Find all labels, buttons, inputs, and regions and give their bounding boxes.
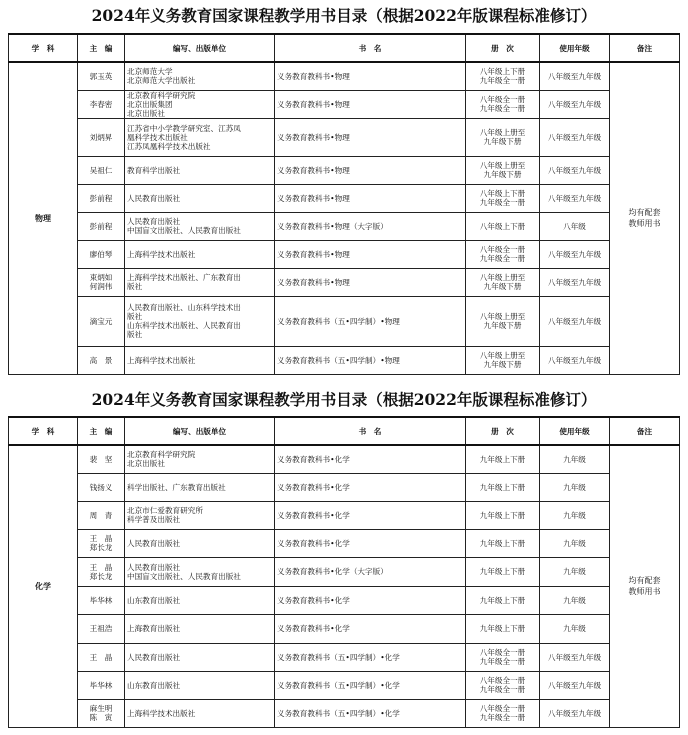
editor-name: 毕华林	[89, 680, 113, 690]
volume-cell	[466, 90, 540, 118]
volume-cell	[466, 156, 540, 184]
editor-cell	[78, 529, 125, 557]
col-header: 使用年级	[540, 417, 610, 445]
chemistry-catalog-table	[8, 416, 680, 728]
publisher-cell	[125, 557, 275, 586]
note-line: 教师用书	[628, 587, 661, 597]
book-title-cell: 义务教育教科书•化学	[275, 586, 466, 614]
publisher-line: 科学出版社、广东教育出版社	[127, 482, 226, 492]
publisher-cell	[125, 501, 275, 529]
publisher-line: 版社	[127, 330, 143, 339]
volume-line: 九年级下册	[483, 137, 522, 146]
grade-cell: 九年级	[540, 445, 610, 473]
publisher-cell	[125, 62, 275, 90]
publisher-cell	[125, 529, 275, 557]
publisher-line: 北京教育科学研究院	[127, 90, 196, 100]
editor-cell	[78, 212, 125, 240]
volume-cell	[466, 184, 540, 212]
grade-cell: 九年级	[540, 529, 610, 557]
publisher-cell	[125, 268, 275, 296]
volume-cell	[466, 445, 540, 473]
volume-cell	[466, 699, 540, 727]
book-title-cell: 义务教育教科书（五•四学制）•化学	[275, 699, 466, 727]
editor-name: 廖伯琴	[89, 249, 113, 259]
publisher-cell	[125, 614, 275, 643]
publisher-line: 人民教育出版社	[127, 217, 181, 226]
volume-line: 八年级全一册	[479, 95, 526, 104]
publisher-line: 人民教育出版社、山东科学技术出	[127, 303, 241, 312]
table-row	[9, 62, 680, 90]
editor-cell	[78, 296, 125, 346]
table-row	[9, 296, 680, 346]
editor-name: 麻生明	[89, 704, 113, 713]
publisher-line: 北京出版社	[127, 459, 165, 469]
publisher-cell	[125, 184, 275, 212]
volume-line: 八年级上册至	[479, 351, 526, 360]
volume-line: 九年级上下册	[479, 482, 526, 492]
publisher-line: 江苏省中小学教学研究室、江苏凤	[127, 123, 241, 133]
volume-cell	[466, 268, 540, 296]
volume-line: 九年级上下册	[479, 454, 526, 464]
publisher-cell	[125, 699, 275, 727]
col-header: 学 科	[9, 34, 78, 62]
table-header	[9, 34, 680, 62]
volume-line: 八年级上下册	[479, 189, 526, 198]
volume-cell	[466, 586, 540, 614]
grade-cell: 八年级至九年级	[540, 90, 610, 118]
volume-line: 九年级下册	[483, 321, 522, 330]
editor-cell	[78, 614, 125, 643]
editor-name: 郑长龙	[89, 571, 113, 581]
editor-name: 高 景	[89, 355, 113, 365]
publisher-line: 上海科学技术出版社	[127, 355, 196, 365]
publisher-line: 人民教育出版社	[127, 652, 181, 662]
publisher-line: 上海教育出版社	[127, 624, 181, 633]
editor-cell	[78, 643, 125, 671]
table-row	[9, 156, 680, 184]
table-row	[9, 501, 680, 529]
publisher-line: 北京师范大学	[127, 67, 173, 77]
grade-cell: 八年级至九年级	[540, 671, 610, 699]
book-title-cell: 义务教育教科书•化学	[275, 614, 466, 643]
table-header	[9, 417, 680, 445]
publisher-cell	[125, 643, 275, 671]
note-line: 均有配套	[628, 208, 661, 218]
book-title-cell: 义务教育教科书（五•四学制）•物理	[275, 296, 466, 346]
volume-line: 九年级下册	[483, 282, 522, 291]
editor-cell	[78, 156, 125, 184]
publisher-line: 上海科学技术出版社、广东教育出	[127, 273, 241, 282]
col-header: 书 名	[275, 417, 466, 445]
volume-line: 九年级全一册	[479, 685, 526, 694]
table-row	[9, 473, 680, 501]
volume-cell	[466, 614, 540, 643]
table-row	[9, 586, 680, 614]
volume-line: 九年级上下册	[479, 595, 526, 605]
editor-cell	[78, 586, 125, 614]
publisher-line: 北京教育科学研究院	[127, 450, 196, 460]
editor-cell	[78, 240, 125, 268]
table-row	[9, 184, 680, 212]
table-row	[9, 529, 680, 557]
editor-cell	[78, 501, 125, 529]
volume-cell	[466, 557, 540, 586]
volume-line: 八年级上下册	[479, 221, 526, 231]
volume-line: 九年级下册	[483, 360, 522, 369]
publisher-cell	[125, 586, 275, 614]
volume-cell	[466, 643, 540, 671]
editor-cell	[78, 699, 125, 727]
volume-line: 九年级上下册	[479, 510, 526, 520]
publisher-line: 凰科学技术出版社	[127, 132, 188, 142]
publisher-cell	[125, 240, 275, 268]
note-cell	[610, 62, 680, 374]
editor-name: 钱扬义	[89, 482, 113, 492]
publisher-line: 版社	[127, 312, 143, 321]
table-row	[9, 118, 680, 156]
volume-line: 九年级上下册	[479, 538, 526, 548]
volume-cell	[466, 671, 540, 699]
table-row	[9, 268, 680, 296]
volume-line: 九年级全一册	[479, 713, 526, 722]
editor-cell	[78, 346, 125, 374]
note-cell	[610, 445, 680, 727]
publisher-line: 人民教育出版社	[127, 538, 181, 548]
editor-name: 王 晶	[89, 562, 113, 572]
publisher-cell	[125, 118, 275, 156]
editor-name: 陈 寅	[89, 713, 113, 722]
volume-line: 八年级全一册	[479, 704, 526, 713]
book-title-cell: 义务教育教科书•物理	[275, 184, 466, 212]
publisher-line: 山东教育出版社	[127, 595, 181, 605]
volume-cell	[466, 473, 540, 501]
publisher-line: 北京市仁爱教育研究所	[127, 506, 203, 515]
publisher-line: 中国盲文出版社、人民教育出版社	[127, 226, 241, 235]
book-title-cell: 义务教育教科书•物理	[275, 268, 466, 296]
book-title-cell: 义务教育教科书•物理	[275, 90, 466, 118]
publisher-line: 科学普及出版社	[127, 515, 181, 524]
publisher-line: 北京出版社	[127, 108, 165, 118]
book-title-cell: 义务教育教科书•物理	[275, 118, 466, 156]
editor-name: 周 青	[89, 510, 113, 520]
grade-cell: 八年级至九年级	[540, 346, 610, 374]
col-header: 主 编	[78, 34, 125, 62]
publisher-line: 上海科学技术出版社	[127, 708, 196, 718]
volume-cell	[466, 296, 540, 346]
grade-cell: 八年级至九年级	[540, 296, 610, 346]
editor-name: 王祖浩	[89, 624, 113, 633]
volume-line: 九年级全一册	[479, 198, 526, 207]
table-row	[9, 671, 680, 699]
col-header: 书 名	[275, 34, 466, 62]
col-header: 备注	[610, 34, 680, 62]
editor-name: 彭前程	[89, 221, 113, 231]
book-title-cell: 义务教育教科书•物理	[275, 156, 466, 184]
publisher-line: 中国盲文出版社、人民教育出版社	[127, 571, 241, 581]
volume-line: 九年级全一册	[479, 76, 526, 86]
note-line: 教师用书	[628, 219, 661, 229]
table-row	[9, 240, 680, 268]
editor-cell	[78, 268, 125, 296]
volume-cell	[466, 501, 540, 529]
table-row	[9, 90, 680, 118]
table-row	[9, 212, 680, 240]
publisher-line: 教育科学出版社	[127, 165, 181, 175]
publisher-cell	[125, 296, 275, 346]
book-title-cell: 义务教育教科书•化学（大字版）	[275, 557, 466, 586]
grade-cell: 八年级至九年级	[540, 184, 610, 212]
volume-cell	[466, 62, 540, 90]
subject-cell: 化学	[9, 445, 78, 727]
editor-cell	[78, 62, 125, 90]
publisher-line: 山东科学技术出版社、人民教育出	[127, 321, 241, 330]
editor-name: 王 晶	[89, 652, 113, 662]
book-title-cell: 义务教育教科书•化学	[275, 529, 466, 557]
editor-name: 王 晶	[89, 534, 113, 543]
note-line: 均有配套	[628, 576, 661, 586]
grade-cell: 八年级至九年级	[540, 268, 610, 296]
page-title: 2024年义务教育国家课程教学用书目录（根据2022年版课程标准修订）	[91, 6, 597, 25]
grade-cell: 八年级至九年级	[540, 62, 610, 90]
publisher-cell	[125, 90, 275, 118]
editor-name: 郑长龙	[89, 543, 113, 552]
publisher-line: 北京师范大学出版社	[127, 76, 196, 86]
col-header: 编写、出版单位	[125, 34, 275, 62]
editor-name: 郭玉英	[89, 71, 113, 81]
volume-line: 九年级全一册	[479, 254, 526, 263]
col-header: 学 科	[9, 417, 78, 445]
editor-name: 何润伟	[89, 282, 113, 291]
publisher-cell	[125, 156, 275, 184]
editor-name: 彭前程	[89, 193, 113, 203]
grade-cell: 九年级	[540, 586, 610, 614]
grade-cell: 八年级至九年级	[540, 240, 610, 268]
editor-cell	[78, 90, 125, 118]
book-title-cell: 义务教育教科书•化学	[275, 445, 466, 473]
col-header: 主 编	[78, 417, 125, 445]
publisher-cell	[125, 445, 275, 473]
editor-name: 束炳如	[89, 273, 113, 282]
editor-cell	[78, 473, 125, 501]
book-title-cell: 义务教育教科书•化学	[275, 501, 466, 529]
grade-cell: 九年级	[540, 473, 610, 501]
subject-cell: 物理	[9, 62, 78, 374]
publisher-line: 山东教育出版社	[127, 680, 181, 690]
publisher-line: 人民教育出版社	[127, 562, 181, 572]
col-header: 册 次	[466, 34, 540, 62]
table-row	[9, 557, 680, 586]
publisher-cell	[125, 473, 275, 501]
table-row	[9, 445, 680, 473]
col-header: 备注	[610, 417, 680, 445]
publisher-line: 人民教育出版社	[127, 193, 181, 203]
publisher-cell	[125, 671, 275, 699]
volume-line: 九年级上下册	[479, 567, 526, 576]
grade-cell: 九年级	[540, 501, 610, 529]
page-title: 2024年义务教育国家课程教学用书目录（根据2022年版课程标准修订）	[91, 390, 597, 409]
table-row	[9, 643, 680, 671]
volume-line: 八年级全一册	[479, 245, 526, 254]
grade-cell: 八年级至九年级	[540, 643, 610, 671]
table-row	[9, 699, 680, 727]
physics-catalog-table	[8, 33, 680, 375]
editor-name: 滴宝元	[89, 316, 113, 326]
grade-cell: 八年级至九年级	[540, 118, 610, 156]
editor-name: 吴祖仁	[89, 165, 113, 175]
table-row	[9, 346, 680, 374]
book-title-cell: 义务教育教科书•物理（大字版）	[275, 212, 466, 240]
publisher-line: 版社	[127, 282, 143, 291]
book-title-cell: 义务教育教科书•物理	[275, 240, 466, 268]
publisher-line: 上海科学技术出版社	[127, 249, 196, 259]
book-title-cell: 义务教育教科书（五•四学制）•化学	[275, 671, 466, 699]
editor-cell	[78, 118, 125, 156]
volume-cell	[466, 240, 540, 268]
editor-name: 毕华林	[89, 595, 113, 605]
volume-line: 九年级下册	[483, 170, 522, 179]
volume-cell	[466, 212, 540, 240]
volume-cell	[466, 118, 540, 156]
volume-line: 八年级上册至	[479, 312, 526, 321]
volume-line: 八年级上册至	[479, 161, 526, 170]
col-header: 使用年级	[540, 34, 610, 62]
book-title-cell: 义务教育教科书（五•四学制）•化学	[275, 643, 466, 671]
volume-line: 八年级全一册	[479, 676, 526, 685]
book-title-cell: 义务教育教科书•物理	[275, 62, 466, 90]
table-row	[9, 614, 680, 643]
editor-cell	[78, 557, 125, 586]
publisher-cell	[125, 346, 275, 374]
editor-name: 李春密	[89, 99, 113, 109]
publisher-line: 江苏凤凰科学技术出版社	[127, 141, 211, 151]
col-header: 编写、出版单位	[125, 417, 275, 445]
volume-line: 八年级全一册	[479, 648, 526, 657]
volume-cell	[466, 346, 540, 374]
volume-line: 九年级全一册	[479, 657, 526, 666]
editor-cell	[78, 445, 125, 473]
publisher-cell	[125, 212, 275, 240]
publisher-line: 北京出版集团	[127, 99, 173, 109]
volume-cell	[466, 529, 540, 557]
grade-cell: 九年级	[540, 557, 610, 586]
grade-cell: 八年级	[540, 212, 610, 240]
editor-cell	[78, 671, 125, 699]
grade-cell: 九年级	[540, 614, 610, 643]
grade-cell: 八年级至九年级	[540, 699, 610, 727]
volume-line: 九年级上下册	[479, 624, 526, 633]
volume-line: 九年级全一册	[479, 104, 526, 113]
editor-cell	[78, 184, 125, 212]
book-title-cell: 义务教育教科书（五•四学制）•物理	[275, 346, 466, 374]
volume-line: 八年级上册至	[479, 128, 526, 137]
grade-cell: 八年级至九年级	[540, 156, 610, 184]
volume-line: 八年级上册至	[479, 273, 526, 282]
volume-line: 八年级上下册	[479, 67, 526, 77]
col-header: 册 次	[466, 417, 540, 445]
book-title-cell: 义务教育教科书•化学	[275, 473, 466, 501]
editor-name: 刘炳昇	[89, 132, 113, 142]
editor-name: 裴 坚	[89, 454, 113, 464]
